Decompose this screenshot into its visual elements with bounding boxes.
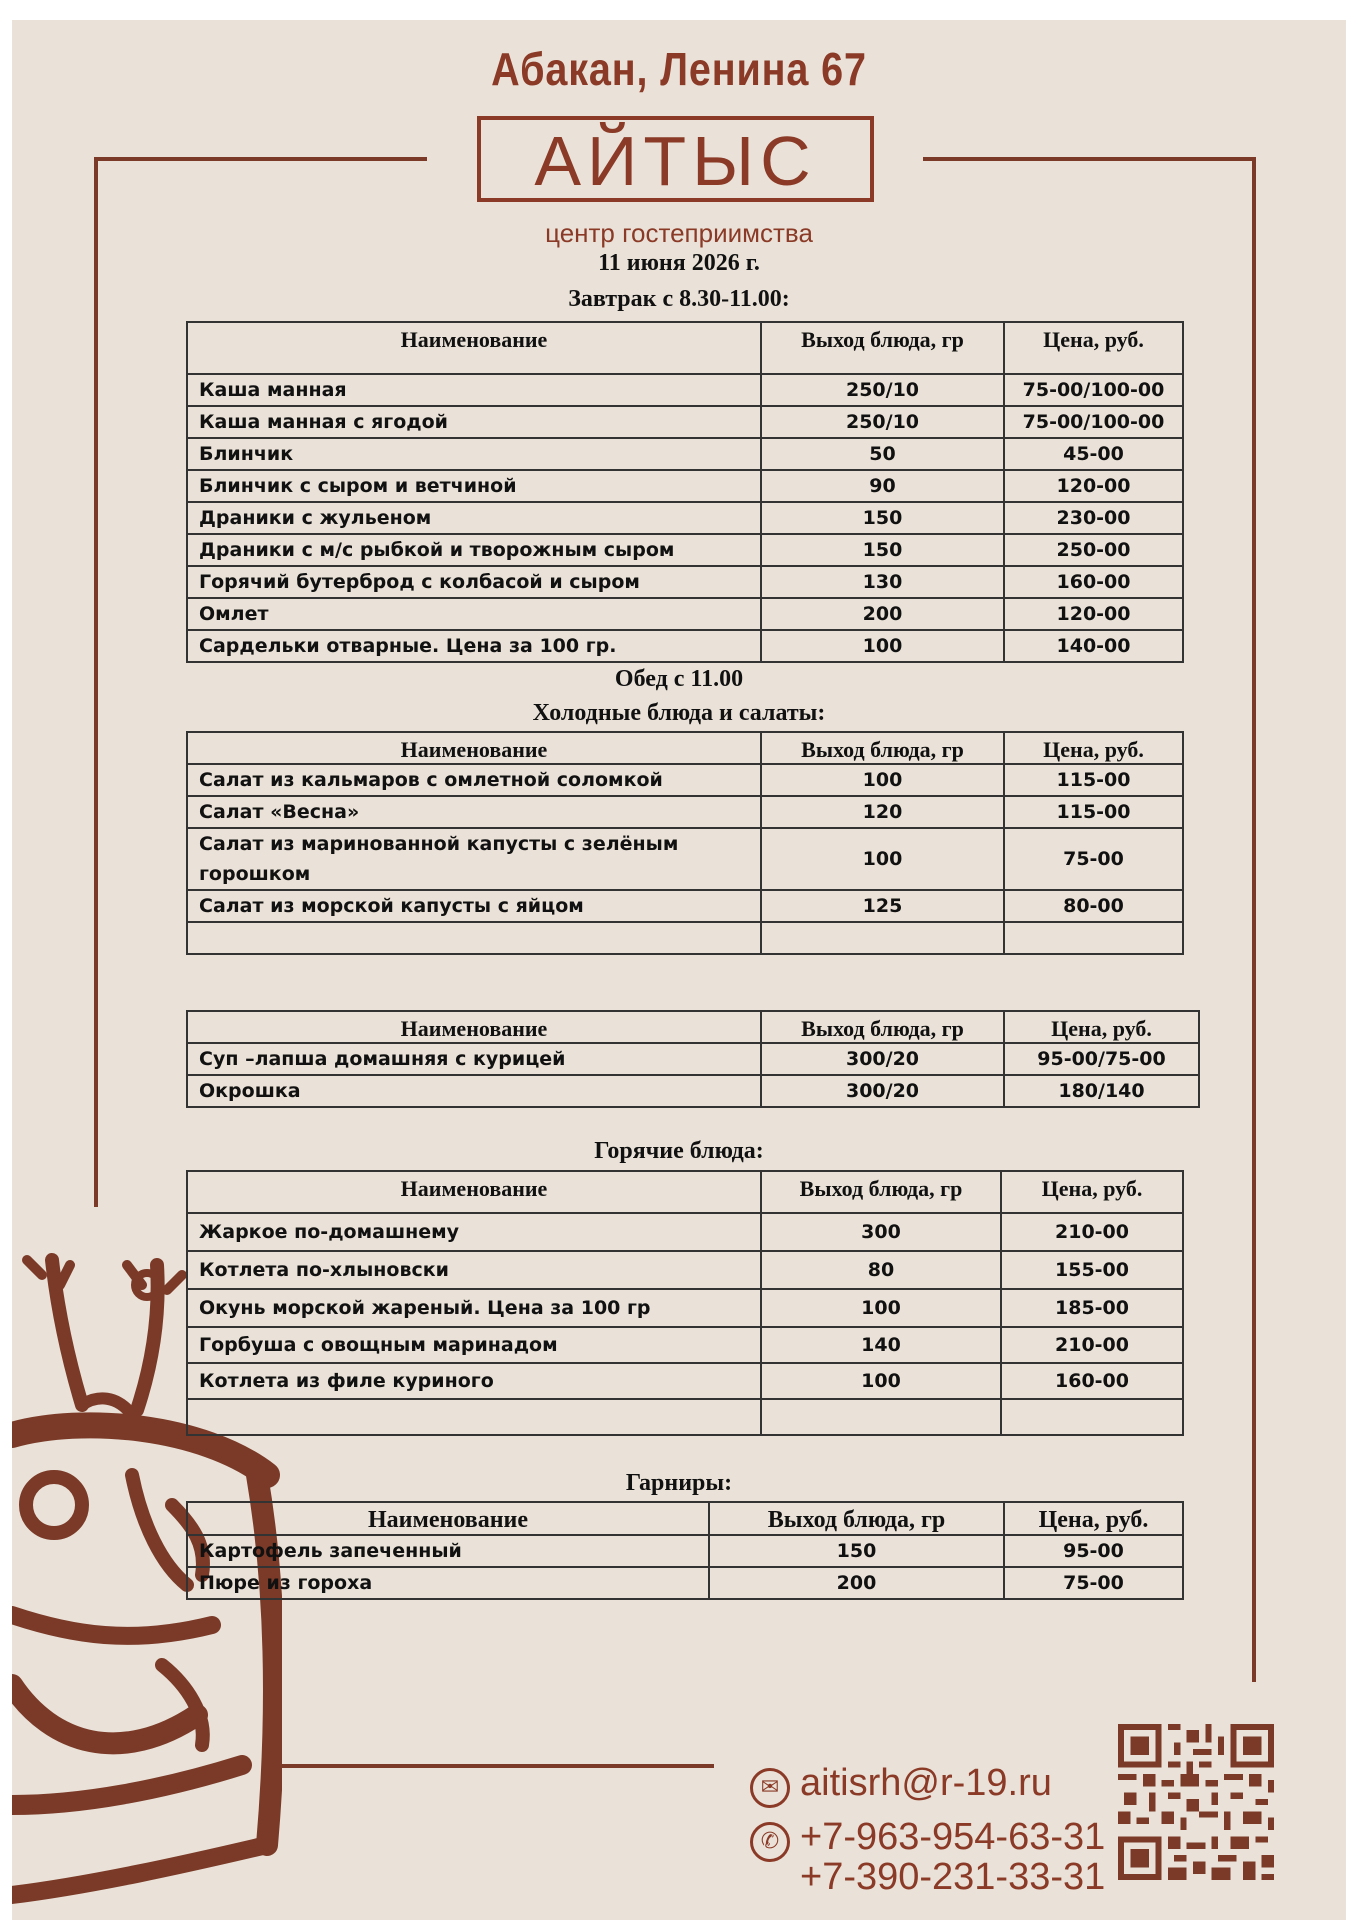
dish-price: 210-00 [1001,1327,1183,1363]
dish-price: 140-00 [1004,630,1183,662]
dish-name: Блинчик [187,438,761,470]
dish-weight: 300/20 [761,1043,1004,1075]
frame-right [1252,157,1256,1682]
dish-price: 75-00 [1004,828,1183,890]
table-row [187,796,1183,828]
dish-weight: 90 [761,470,1004,502]
table-row [187,828,1183,890]
table-row [187,890,1183,922]
menu-date: 11 июня 2026 г. [598,250,760,276]
dish-price: 250-00 [1004,534,1183,566]
dish-name: Горбуша с овощным маринадом [187,1327,761,1363]
dish-weight: 150 [709,1535,1004,1567]
table-row [187,630,1183,662]
dish-price: 75-00/100-00 [1004,406,1183,438]
column-header: Цена, руб. [1004,322,1183,374]
dish-price: 75-00/100-00 [1004,374,1183,406]
dish-name [187,1399,761,1435]
dish-name: Каша манная с ягодой [187,406,761,438]
table-row [187,1327,1183,1363]
column-header: Выход блюда, гр [761,1171,1001,1213]
column-header: Цена, руб. [1004,732,1183,764]
dish-weight: 120 [761,796,1004,828]
column-header: Выход блюда, гр [761,732,1004,764]
table-row [187,1399,1183,1435]
soups-table [186,1010,1200,1108]
dish-price [1001,1399,1183,1435]
column-header: Наименование [187,1502,709,1535]
table-row [187,1251,1183,1289]
logo [477,116,874,202]
table-row [187,1043,1199,1075]
breakfast-title: Завтрак с 8.30-11.00: [568,286,790,312]
dish-weight: 125 [761,890,1004,922]
logo-subtitle: центр гостеприимства [545,218,813,248]
dish-weight: 140 [761,1327,1001,1363]
dish-price: 75-00 [1004,1567,1183,1599]
dish-price: 155-00 [1001,1251,1183,1289]
dish-name: Жаркое по-домашнему [187,1213,761,1251]
envelope-icon: ✉ [750,1768,790,1808]
dish-weight: 130 [761,566,1004,598]
table-row [187,1075,1199,1107]
dish-name: Салат из маринованной капусты с зелёным горошком [187,828,761,890]
dish-weight: 150 [761,534,1004,566]
table-row [187,1213,1183,1251]
dish-price: 210-00 [1001,1213,1183,1251]
dish-weight: 200 [709,1567,1004,1599]
dish-weight: 100 [761,1363,1001,1399]
table-row [187,374,1183,406]
dish-price: 160-00 [1004,566,1183,598]
cold-dishes-title: Холодные блюда и салаты: [532,700,826,726]
frame-top-left [94,157,427,161]
dish-weight: 80 [761,1251,1001,1289]
dish-name: Котлета по-хлыновски [187,1251,761,1289]
table-row [187,406,1183,438]
table-row [187,598,1183,630]
dish-weight: 250/10 [761,374,1004,406]
dish-price: 115-00 [1004,796,1183,828]
frame-bottom [268,1764,714,1768]
dish-price: 180/140 [1004,1075,1199,1107]
hot-dishes-table [186,1170,1184,1436]
lunch-title: Обед с 11.00 [614,666,744,692]
logo-text: АЙТЫС [534,122,817,200]
dish-name: Картофель запеченный [187,1535,709,1567]
dish-weight: 150 [761,502,1004,534]
table-row [187,438,1183,470]
column-header: Наименование [187,732,761,764]
dish-name: Драники с жульеном [187,502,761,534]
column-header: Наименование [187,1171,761,1213]
dish-name: Окрошка [187,1075,761,1107]
dish-price: 80-00 [1004,890,1183,922]
hot-dishes-title: Горячие блюда: [594,1138,764,1164]
dish-price: 120-00 [1004,470,1183,502]
dish-name: Драники с м/с рыбкой и творожным сыром [187,534,761,566]
contact-phone-1[interactable]: +7-963-954-63-31 [800,1816,1106,1858]
column-header: Цена, руб. [1001,1171,1183,1213]
dish-weight: 200 [761,598,1004,630]
table-row [187,922,1183,954]
frame-top-right [923,157,1256,161]
dish-name: Салат из морской капусты с яйцом [187,890,761,922]
breakfast-table [186,321,1184,663]
dish-name: Салат из кальмаров с омлетной соломкой [187,764,761,796]
dish-weight: 100 [761,630,1004,662]
cold-dishes-table [186,731,1184,955]
contact-phone-2[interactable]: +7-390-231-33-31 [800,1856,1106,1898]
table-row [187,566,1183,598]
city-address: Абакан, Ленина 67 [491,43,867,95]
column-header: Цена, руб. [1004,1011,1199,1043]
table-row [187,1363,1183,1399]
dish-name: Каша манная [187,374,761,406]
dish-weight [761,922,1004,954]
dish-price: 115-00 [1004,764,1183,796]
table-row [187,502,1183,534]
dish-weight: 100 [761,764,1004,796]
dish-price: 185-00 [1001,1289,1183,1327]
dish-price: 120-00 [1004,598,1183,630]
dish-name: Пюре из гороха [187,1567,709,1599]
garnish-table [186,1501,1184,1600]
dish-name [187,922,761,954]
column-header: Наименование [187,322,761,374]
dish-weight: 100 [761,1289,1001,1327]
dish-name: Сардельки отварные. Цена за 100 гр. [187,630,761,662]
column-header: Цена, руб. [1004,1502,1183,1535]
dish-name: Горячий бутерброд с колбасой и сыром [187,566,761,598]
dish-price: 230-00 [1004,502,1183,534]
dish-name: Блинчик с сыром и ветчиной [187,470,761,502]
table-row [187,534,1183,566]
column-header: Выход блюда, гр [761,1011,1004,1043]
table-row [187,470,1183,502]
dish-name: Котлета из филе куриного [187,1363,761,1399]
table-row [187,1567,1183,1599]
dish-weight: 50 [761,438,1004,470]
dish-price: 95-00/75-00 [1004,1043,1199,1075]
dish-name: Омлет [187,598,761,630]
dish-weight [761,1399,1001,1435]
dish-name: Суп –лапша домашняя с курицей [187,1043,761,1075]
dish-weight: 100 [761,828,1004,890]
dish-price: 45-00 [1004,438,1183,470]
dish-price: 160-00 [1001,1363,1183,1399]
table-row [187,1289,1183,1327]
column-header: Наименование [187,1011,761,1043]
dish-name: Окунь морской жареный. Цена за 100 гр [187,1289,761,1327]
garnish-title: Гарниры: [625,1470,733,1496]
dish-price [1004,922,1183,954]
table-row [187,1535,1183,1567]
column-header: Выход блюда, гр [709,1502,1004,1535]
column-header: Выход блюда, гр [761,322,1004,374]
dish-name: Салат «Весна» [187,796,761,828]
dish-weight: 250/10 [761,406,1004,438]
table-row [187,764,1183,796]
dish-weight: 300/20 [761,1075,1004,1107]
phone-icon: ✆ [750,1822,790,1862]
contact-email[interactable]: aitisrh@r-19.ru [800,1762,1052,1804]
dish-weight: 300 [761,1213,1001,1251]
dish-price: 95-00 [1004,1535,1183,1567]
qr-code[interactable] [1118,1722,1274,1882]
